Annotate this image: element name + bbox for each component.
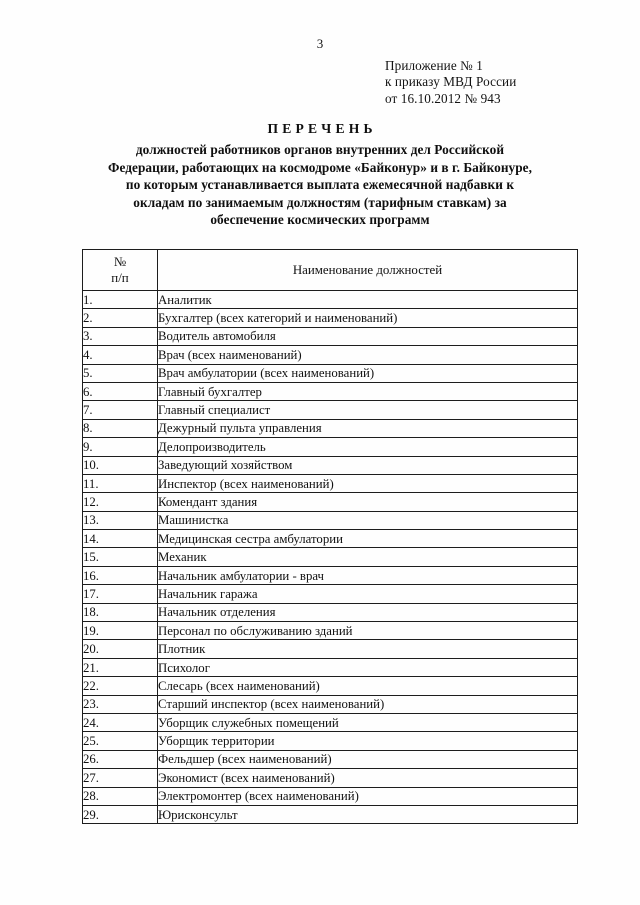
table-row [83, 438, 578, 456]
row-number-cell: 2. [83, 309, 158, 327]
table-row [83, 291, 578, 309]
table-row [83, 493, 578, 511]
row-number-cell: 15. [83, 548, 158, 566]
table-row [83, 566, 578, 584]
row-number-cell: 25. [83, 732, 158, 750]
position-name-cell: Слесарь (всех наименований) [158, 677, 578, 695]
position-name-cell: Инспектор (всех наименований) [158, 474, 578, 492]
row-number-cell: 27. [83, 769, 158, 787]
table-row [83, 603, 578, 621]
position-name-cell: Плотник [158, 640, 578, 658]
row-number-cell: 29. [83, 805, 158, 823]
row-number-cell: 19. [83, 622, 158, 640]
row-number-cell: 1. [83, 291, 158, 309]
row-number-cell: 22. [83, 677, 158, 695]
position-name-cell: Заведующий хозяйством [158, 456, 578, 474]
position-name-cell: Уборщик территории [158, 732, 578, 750]
table-header [83, 250, 578, 291]
positions-table [82, 249, 578, 824]
row-number-cell: 7. [83, 401, 158, 419]
row-number-cell: 28. [83, 787, 158, 805]
position-name-cell: Начальник отделения [158, 603, 578, 621]
appendix-reference-block [385, 58, 516, 107]
row-number-cell: 9. [83, 438, 158, 456]
row-number-cell: 13. [83, 511, 158, 529]
row-number-cell: 20. [83, 640, 158, 658]
row-number-cell: 18. [83, 603, 158, 621]
position-name-cell: Механик [158, 548, 578, 566]
table-row [83, 750, 578, 768]
position-name-cell: Делопроизводитель [158, 438, 578, 456]
column-header-name: Наименование должностей [158, 250, 578, 291]
subtitle-line-4: окладам по занимаемым должностям (тарифным ставкам) за [133, 194, 507, 210]
column-header-number-line2: п/п [111, 271, 129, 285]
table-row [83, 511, 578, 529]
table-row [83, 548, 578, 566]
table-row [83, 364, 578, 382]
table-row [83, 401, 578, 419]
position-name-cell: Главный специалист [158, 401, 578, 419]
table-row [83, 713, 578, 731]
table-row [83, 805, 578, 823]
appendix-line-1: Приложение № 1 [385, 58, 483, 73]
document-subtitle [70, 141, 570, 229]
table-row [83, 327, 578, 345]
document-title: ПЕРЕЧЕНЬ [267, 121, 377, 136]
position-name-cell: Экономист (всех наименований) [158, 769, 578, 787]
subtitle-line-5: обеспечение космических программ [210, 212, 430, 228]
position-name-cell: Врач (всех наименований) [158, 346, 578, 364]
position-name-cell: Психолог [158, 658, 578, 676]
document-title-block [70, 120, 570, 229]
row-number-cell: 26. [83, 750, 158, 768]
column-header-number-line1: № [113, 255, 127, 269]
position-name-cell: Машинистка [158, 511, 578, 529]
position-name-cell: Дежурный пульта управления [158, 419, 578, 437]
position-name-cell: Комендант здания [158, 493, 578, 511]
position-name-cell: Начальник гаража [158, 585, 578, 603]
position-name-cell: Уборщик служебных помещений [158, 713, 578, 731]
table-row [83, 658, 578, 676]
position-name-cell: Врач амбулатории (всех наименований) [158, 364, 578, 382]
appendix-line-2: к приказу МВД России [385, 74, 517, 90]
position-name-cell: Бухгалтер (всех категорий и наименований) [158, 309, 578, 327]
table-header-row [83, 250, 578, 291]
subtitle-line-2: Федерации, работающих на космодроме «Байконур» и в г. Байконуре, [107, 159, 533, 175]
table-row [83, 346, 578, 364]
table-body [83, 291, 578, 824]
table-row [83, 309, 578, 327]
table-row [83, 695, 578, 713]
table-row [83, 456, 578, 474]
row-number-cell: 21. [83, 658, 158, 676]
table-row [83, 382, 578, 400]
position-name-cell: Электромонтер (всех наименований) [158, 787, 578, 805]
position-name-cell: Медицинская сестра амбулатории [158, 530, 578, 548]
table-row [83, 677, 578, 695]
row-number-cell: 4. [83, 346, 158, 364]
table-row [83, 474, 578, 492]
position-name-cell: Фельдшер (всех наименований) [158, 750, 578, 768]
row-number-cell: 11. [83, 474, 158, 492]
position-name-cell: Персонал по обслуживанию зданий [158, 622, 578, 640]
row-number-cell: 16. [83, 566, 158, 584]
table-row [83, 419, 578, 437]
page-number: 3 [316, 36, 324, 51]
row-number-cell: 23. [83, 695, 158, 713]
table-row [83, 585, 578, 603]
table-row [83, 640, 578, 658]
position-name-cell: Юрисконсульт [158, 805, 578, 823]
table-row [83, 787, 578, 805]
position-name-cell: Водитель автомобиля [158, 327, 578, 345]
subtitle-line-3: по которым устанавливается выплата ежемесячной надбавки к [125, 177, 515, 193]
subtitle-line-1: должностей работников органов внутренних дел Российской [135, 142, 505, 157]
appendix-line-3: от 16.10.2012 № 943 [385, 90, 501, 106]
position-name-cell: Старший инспектор (всех наименований) [158, 695, 578, 713]
table-row [83, 530, 578, 548]
table-row [83, 732, 578, 750]
row-number-cell: 6. [83, 382, 158, 400]
row-number-cell: 8. [83, 419, 158, 437]
row-number-cell: 14. [83, 530, 158, 548]
position-name-cell: Начальник амбулатории - врач [158, 566, 578, 584]
column-header-number [83, 250, 158, 291]
row-number-cell: 24. [83, 713, 158, 731]
table-row [83, 622, 578, 640]
row-number-cell: 5. [83, 364, 158, 382]
row-number-cell: 10. [83, 456, 158, 474]
table-row [83, 769, 578, 787]
row-number-cell: 12. [83, 493, 158, 511]
position-name-cell: Главный бухгалтер [158, 382, 578, 400]
row-number-cell: 17. [83, 585, 158, 603]
row-number-cell: 3. [83, 327, 158, 345]
position-name-cell: Аналитик [158, 291, 578, 309]
